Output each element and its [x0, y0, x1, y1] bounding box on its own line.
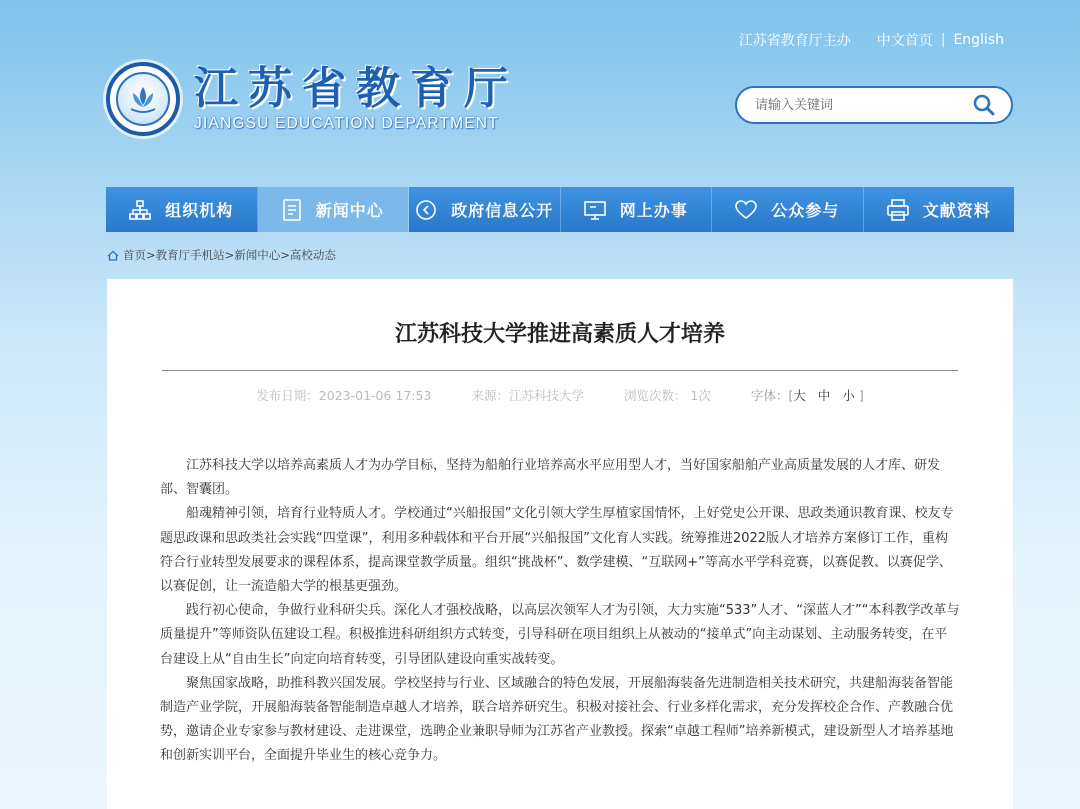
font-size-large[interactable]: 大 — [793, 388, 810, 403]
breadcrumb-current[interactable]: 高校动态 — [289, 248, 336, 262]
nav-item-online-service[interactable] — [561, 187, 713, 232]
search-box — [735, 86, 1013, 124]
breadcrumb-mobile[interactable]: 教育厅手机站 — [155, 248, 225, 262]
article-meta — [107, 386, 1013, 404]
top-links — [739, 30, 1004, 50]
main-nav — [106, 187, 1014, 232]
nav-item-gov-info[interactable] — [409, 187, 561, 232]
search-input[interactable] — [755, 98, 965, 113]
nav-label: 公众参与 — [771, 201, 840, 220]
nav-label: 文献资料 — [922, 201, 991, 220]
logo-title-cn: 江苏省教育厅 — [194, 63, 518, 114]
english-link[interactable]: English — [953, 32, 1004, 48]
logo-title-en: JIANGSU EDUCATION DEPARTMENT — [194, 115, 499, 132]
monitor-icon — [584, 199, 606, 221]
article-panel — [107, 279, 1013, 809]
site-logo[interactable] — [106, 62, 518, 136]
home-link[interactable]: 中文首页 — [876, 33, 933, 49]
host-text: 江苏省教育厅主办 — [738, 33, 851, 49]
breadcrumb-news[interactable]: 新闻中心 — [234, 248, 281, 262]
nav-item-organization[interactable] — [106, 187, 258, 232]
nav-label: 网上办事 — [619, 201, 688, 220]
paragraph: 聚焦国家战略，助推科教兴国发展。学校坚持与行业、区域融合的特色发展，开展船海装备先进制造相关技术研究，共建船海装备智能制造产业学院，开展船海装备智能制造卓越人才培养，联合培养研究生。积极对接社会、行业多样化需求，充分发挥校企合作、产教融合优势，邀请企业专家参与教材建设、走进课堂，选聘企业兼职导师为江苏省产业教授。探索“卓越工程师”培养新模式，建设新型人才培养基地和创新实训平台，全面提升毕业生的核心竞争力。 — [160, 675, 954, 764]
search-icon — [972, 93, 996, 117]
heart-icon — [735, 200, 757, 220]
printer-icon — [887, 199, 909, 221]
circle-arrow-icon — [415, 199, 437, 221]
breadcrumb-home[interactable]: 首页 — [123, 248, 146, 262]
article-source: 来源：江苏科技大学 — [471, 388, 584, 403]
home-icon — [107, 250, 119, 261]
paragraph: 践行初心使命，争做行业科研尖兵。深化人才强校战略，以高层次领军人才为引领，大力实施“533”人才、“深蓝人才”“本科教学改革与质量提升”等师资队伍建设工程。积极推进科研组织方式转变，引导科研在项目组织上从被动的“接单式”向主动谋划、主动服务转变，在平台建设上从“自由生长”向定向培育转变，引导团队建设向重实战转变。 — [160, 603, 960, 667]
nav-item-public[interactable] — [712, 187, 864, 232]
font-size-medium[interactable]: 中 — [817, 388, 835, 403]
view-count: 浏览次数： 1次 — [623, 388, 711, 403]
search-button[interactable] — [965, 88, 1003, 122]
nav-label: 政府信息公开 — [451, 201, 554, 220]
paragraph: 江苏科技大学以培养高素质人才为办学目标，坚持为船舶行业培养高水平应用型人才，当好国家船舶产业高质量发展的人才库、研发部、智囊团。 — [160, 458, 941, 498]
article-body — [160, 454, 960, 769]
org-chart-icon — [129, 199, 151, 221]
document-icon — [282, 199, 302, 221]
publish-date: 发布日期：2023-01-06 17:53 — [256, 388, 432, 403]
breadcrumb-sep: > — [280, 248, 290, 262]
font-size-small[interactable]: 小 — [842, 388, 859, 403]
font-size-control: 字体：[大 中 小] — [750, 388, 864, 403]
emblem-icon — [106, 62, 180, 136]
article-title: 江苏科技大学推进高素质人才培养 — [394, 322, 725, 347]
breadcrumb-sep: > — [146, 248, 156, 262]
breadcrumb — [107, 247, 336, 263]
separator: | — [940, 32, 946, 48]
nav-item-literature[interactable] — [864, 187, 1015, 232]
nav-item-news[interactable] — [258, 187, 410, 232]
paragraph: 船魂精神引领，培育行业特质人才。学校通过“兴船报国”文化引领大学生厚植家国情怀，上好党史公开课、思政类通识教育课、校友专题思政课和思政类社会实践“四堂课”，利用多种载体和平台开展“兴船报国”文化育人实践。统筹推进2022版人才培养方案修订工作，重构符合行业转型发展要求的课程体系，提高课堂教学质量。组织“挑战杯”、数学建模、“互联网+”等高水平学科竞赛，以赛促教、以赛促学、以赛促创，让一流造船大学的根基更强劲。 — [160, 506, 954, 595]
nav-label: 新闻中心 — [315, 201, 384, 220]
nav-label: 组织机构 — [165, 201, 234, 220]
font-size-label: 字体： — [750, 388, 789, 403]
breadcrumb-sep: > — [224, 248, 235, 262]
title-divider — [162, 370, 958, 371]
